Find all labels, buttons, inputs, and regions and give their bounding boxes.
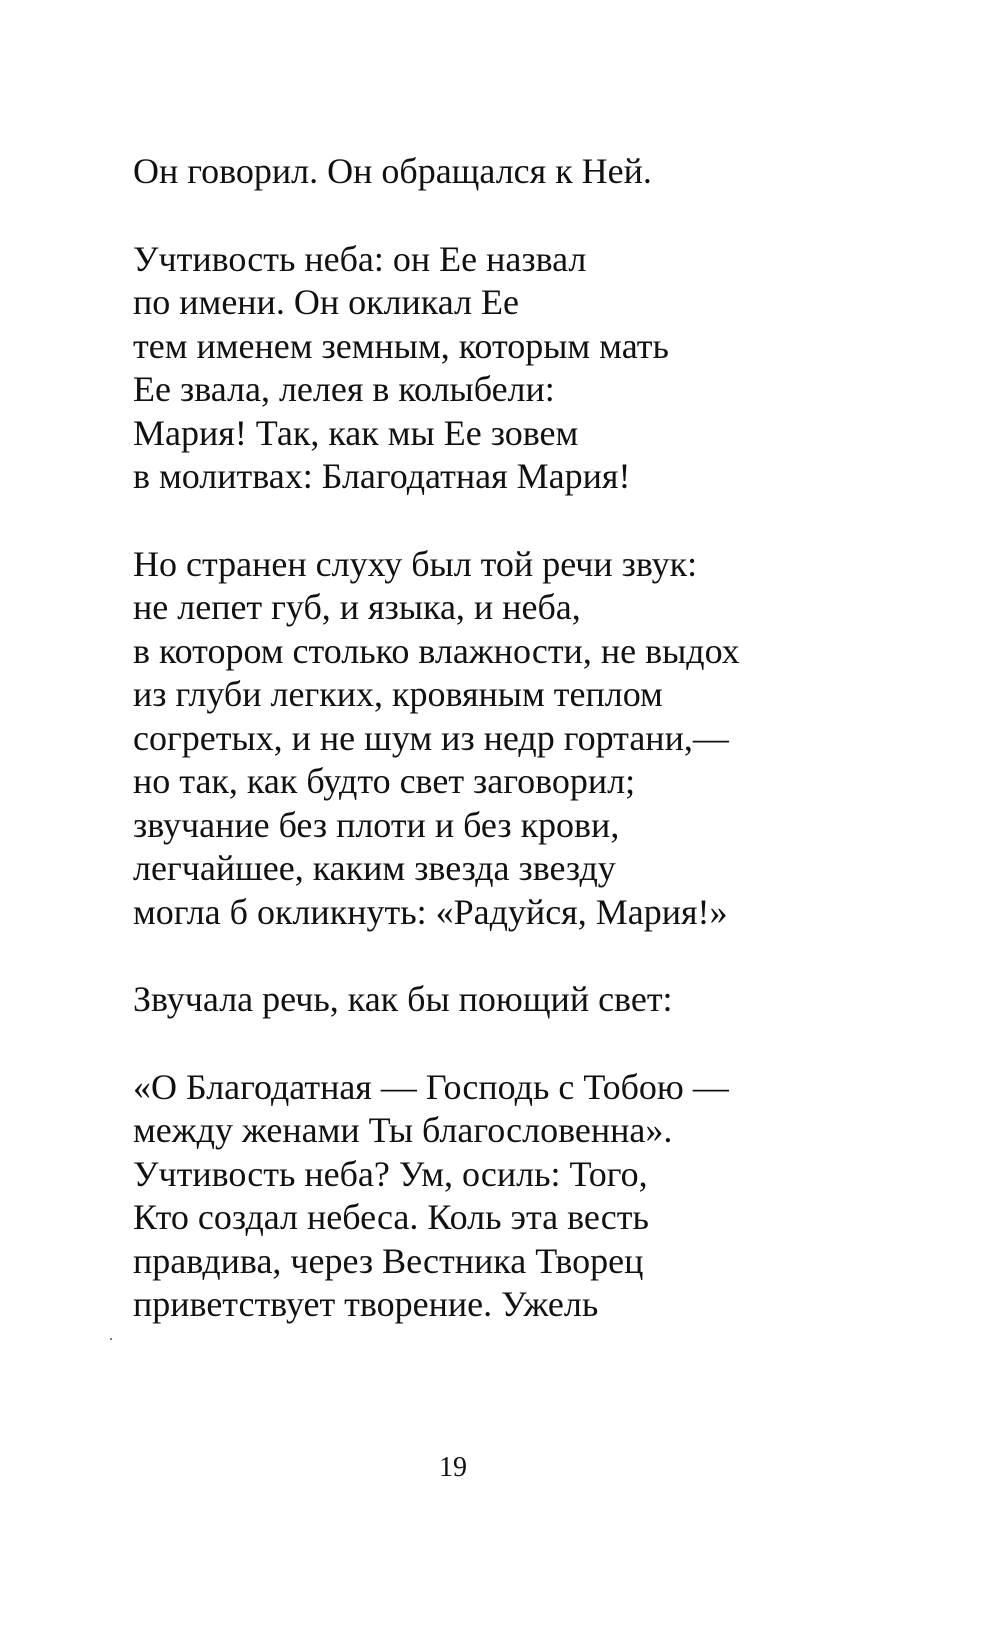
poem-line: по имени. Он окликал Ее	[133, 282, 519, 322]
poem-line: «О Благодатная — Господь с Тобою —	[133, 1066, 729, 1107]
poem-line: Звучала речь, как бы поющий свет:	[133, 979, 673, 1019]
poem-line: могла б окликнуть: «Радуйся, Мария!»	[133, 891, 728, 932]
stanza-5	[133, 1066, 973, 1327]
poem-line: Учтивость неба? Ум, осиль: Того,	[133, 1153, 648, 1194]
stanza-3	[133, 543, 973, 935]
poem-line: Учтивость неба: он Ее назвал	[133, 238, 587, 279]
poem-line: Но странен слуху был той речи звук:	[133, 543, 698, 584]
poem-line: Ее звала, лелея в колыбели:	[133, 369, 555, 409]
poem-line: Он говорил. Он обращался к Ней.	[133, 151, 652, 191]
stanza-1	[133, 150, 973, 194]
poem-line: правдива, через Вестника Творец	[133, 1240, 644, 1281]
poem-line: между женами Ты благословенна».	[133, 1110, 673, 1150]
poem-line: приветствует творение. Ужель	[133, 1284, 599, 1324]
poem-line: не лепет губ, и языка, и неба,	[133, 587, 581, 627]
print-speck	[110, 1338, 112, 1340]
stanza-2	[133, 238, 973, 499]
poem-line: легчайшее, каким звезда звезду	[133, 848, 616, 888]
poem-line: в молитвах: Благодатная Мария!	[133, 456, 631, 496]
poem-line: Мария! Так, как мы Ее зовем	[133, 412, 579, 453]
poem-line: тем именем земным, которым мать	[133, 325, 669, 366]
poem-line: согретых, и не шум из недр гортани,—	[133, 717, 729, 758]
page-number: 19	[439, 1452, 467, 1483]
poem-line: из глуби легких, кровяным теплом	[133, 674, 663, 714]
poem-line: звучание без плоти и без крови,	[133, 804, 620, 845]
poem-text	[133, 150, 973, 1327]
stanza-4	[133, 978, 973, 1022]
poem-line: но так, как будто свет заговорил;	[133, 761, 636, 801]
poem-line: Кто создал небеса. Коль эта весть	[133, 1197, 649, 1237]
poem-line: в котором столько влажности, не выдох	[133, 630, 740, 671]
